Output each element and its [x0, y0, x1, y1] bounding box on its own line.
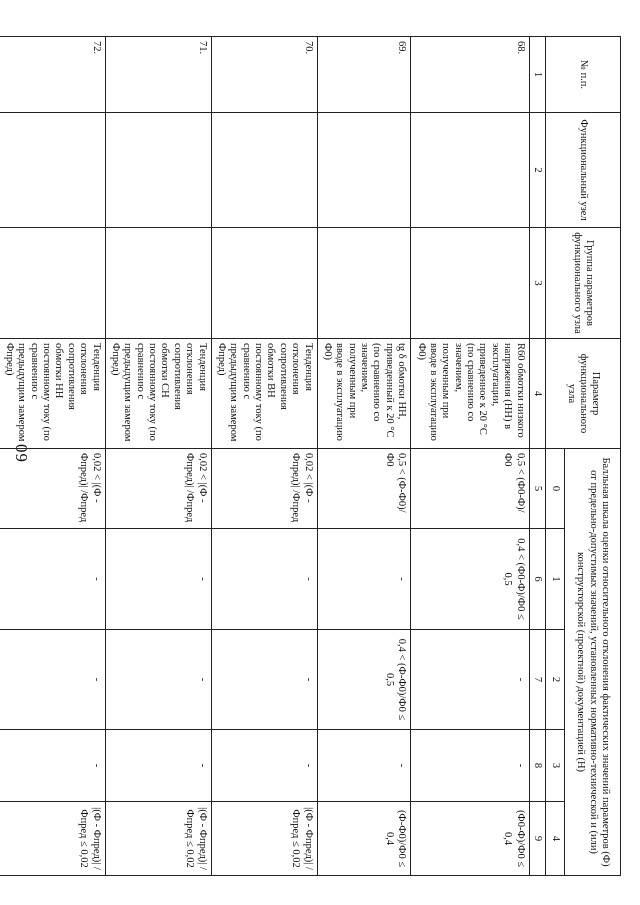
table-row: [211, 37, 317, 876]
row-group: [105, 228, 211, 339]
row-score-3: -: [317, 730, 411, 802]
column-number-row: [529, 37, 545, 876]
row-score-0: 0,02 < |(Ф - Фпред)| /Фпред: [0, 449, 105, 529]
row-param: tg δ обмотки НН, приведенный к 20 °С (по сравнению со значением, полученным при вводе в эксплуатацию Ф0): [317, 339, 411, 449]
row-score-4: |(Ф - Фпред)| /Фпред ≤ 0,02: [211, 802, 317, 876]
row-group: [411, 228, 529, 339]
row-score-0: 0,02 < |(Ф - Фпред)| /Фпред: [211, 449, 317, 529]
header-score-4: 4: [545, 802, 564, 876]
header-unit: Функциональный узел: [545, 113, 620, 228]
row-group: [211, 228, 317, 339]
row-score-3: -: [105, 730, 211, 802]
table-row: [0, 37, 105, 876]
header-score-2: 2: [545, 630, 564, 730]
table-row: [411, 37, 529, 876]
row-score-4: |(Ф - Фпред)| /Фпред ≤ 0,02: [105, 802, 211, 876]
row-score-1: 0,4 < (Ф0-Ф)/Ф0 ≤ 0,5: [411, 529, 529, 630]
row-score-3: -: [411, 730, 529, 802]
row-group: [0, 228, 105, 339]
row-unit: [211, 113, 317, 228]
row-score-2: 0,4 < (Ф-Ф0)/Ф0 ≤ 0,5: [317, 630, 411, 730]
row-score-4: (Ф0-Ф)/Ф0 ≤ 0,4: [411, 802, 529, 876]
page-number: 60: [12, 443, 31, 462]
column-number: 4: [529, 339, 545, 449]
row-score-3: -: [211, 730, 317, 802]
header-score-0: 0: [545, 449, 564, 529]
row-param: R60 обмотки низкого напряжения (НН) в эксплуатации, приведенное к 20 °С (по сравнению со значением, полученным при вводе в эксплуатацию Ф0): [411, 339, 529, 449]
column-number: 3: [529, 228, 545, 339]
header-param: Параметр функционального узла: [545, 339, 620, 449]
row-score-1: -: [211, 529, 317, 630]
row-unit: [411, 113, 529, 228]
row-score-2: -: [411, 630, 529, 730]
row-score-3: -: [0, 730, 105, 802]
column-number: 8: [529, 730, 545, 802]
row-no: 71.: [105, 37, 211, 113]
row-unit: [0, 113, 105, 228]
table-row: [105, 37, 211, 876]
row-score-0: 0,02 < |(Ф - Фпред)| /Фпред: [105, 449, 211, 529]
column-number: 7: [529, 630, 545, 730]
row-score-0: 0,5 < (Ф-Ф0)/Ф0: [317, 449, 411, 529]
column-number: 2: [529, 113, 545, 228]
column-number: 5: [529, 449, 545, 529]
parameter-scale-table: [0, 36, 621, 876]
header-scale-title: Балльная шкала оценки относительного отклонения фактических значений параметров (Ф) от предельно-допустимых значений, установленных нормативно-технической и (или) конструкторской (проектной) документацией (Н): [565, 449, 621, 876]
row-score-2: -: [211, 630, 317, 730]
row-no: 70.: [211, 37, 317, 113]
row-param: Тенденция отклонения сопротивления обмотки ВН постоянному току (по сравнению с предыдущим замером Фпред): [211, 339, 317, 449]
row-score-0: 0,5 < (Ф0-Ф)/Ф0: [411, 449, 529, 529]
rotated-table-container: [4, 36, 621, 875]
row-unit: [317, 113, 411, 228]
row-score-4: (Ф-Ф0)/Ф0 ≤ 0,4: [317, 802, 411, 876]
column-number: 9: [529, 802, 545, 876]
row-no: 72.: [0, 37, 105, 113]
header-row-1: [565, 37, 621, 876]
row-param: Тенденция отклонения сопротивления обмотки СН постоянному току (по сравнению с предыдущим замером Фпред): [105, 339, 211, 449]
row-param: Тенденция отклонения сопротивления обмотки НН постоянному току (по сравнению с предыдущим замером Фпред): [0, 339, 105, 449]
header-score-3: 3: [545, 730, 564, 802]
row-no: 69.: [317, 37, 411, 113]
column-number: 1: [529, 37, 545, 113]
column-number: 6: [529, 529, 545, 630]
header-score-1: 1: [545, 529, 564, 630]
row-score-4: |(Ф - Фпред)| /Фпред ≤ 0,02: [0, 802, 105, 876]
row-group: [317, 228, 411, 339]
header-group: Группа параметров функционального узла: [545, 228, 620, 339]
row-score-1: -: [0, 529, 105, 630]
row-no: 68.: [411, 37, 529, 113]
row-score-2: -: [0, 630, 105, 730]
row-score-1: -: [317, 529, 411, 630]
row-score-1: -: [105, 529, 211, 630]
row-unit: [105, 113, 211, 228]
row-score-2: -: [105, 630, 211, 730]
table-row: [317, 37, 411, 876]
header-no: № п.п.: [545, 37, 620, 113]
